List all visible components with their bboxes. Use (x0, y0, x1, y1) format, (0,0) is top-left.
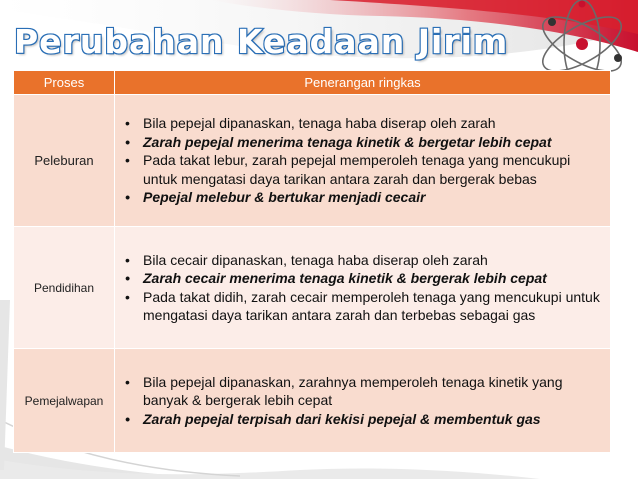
process-description (115, 349, 611, 453)
list-item: • Pepejal melebur & bertukar menjadi cecair (123, 188, 602, 207)
process-table (13, 70, 611, 453)
list-item: • Pada takat didih, zarah cecair memperoleh tenaga yang mencukupi untuk mengatasi daya tarikan antara zarah dan terbebas sebagai gas (123, 288, 602, 325)
list-item: • Pada takat lebur, zarah pepejal memperoleh tenaga yang mencukupi untuk mengatasi daya tarikan antara zarah dan bergerak bebas (123, 151, 602, 188)
table-row (14, 95, 611, 227)
table-row (14, 349, 611, 453)
header-process: Proses (14, 71, 115, 95)
process-name: Pendidihan (14, 227, 115, 349)
list-item: • Zarah pepejal menerima tenaga kinetik & bergetar lebih cepat (123, 133, 602, 152)
process-name: Pemejalwapan (14, 349, 115, 453)
list-item: • Bila cecair dipanaskan, tenaga haba diserap oleh zarah (123, 251, 602, 270)
list-item: • Bila pepejal dipanaskan, zarahnya memperoleh tenaga kinetik yang banyak & bergerak lebih cepat (123, 373, 602, 410)
list-item: • Zarah pepejal terpisah dari kekisi pepejal & membentuk gas (123, 410, 602, 429)
process-description (115, 227, 611, 349)
header-description: Penerangan ringkas (115, 71, 611, 95)
table-row (14, 227, 611, 349)
process-description (115, 95, 611, 227)
list-item: • Bila pepejal dipanaskan, tenaga haba diserap oleh zarah (123, 114, 602, 133)
table-header-row (14, 71, 611, 95)
page-title: Perubahan Keadaan Jirim (14, 22, 509, 61)
process-name: Peleburan (14, 95, 115, 227)
list-item: • Zarah cecair menerima tenaga kinetik & bergerak lebih cepat (123, 269, 602, 288)
